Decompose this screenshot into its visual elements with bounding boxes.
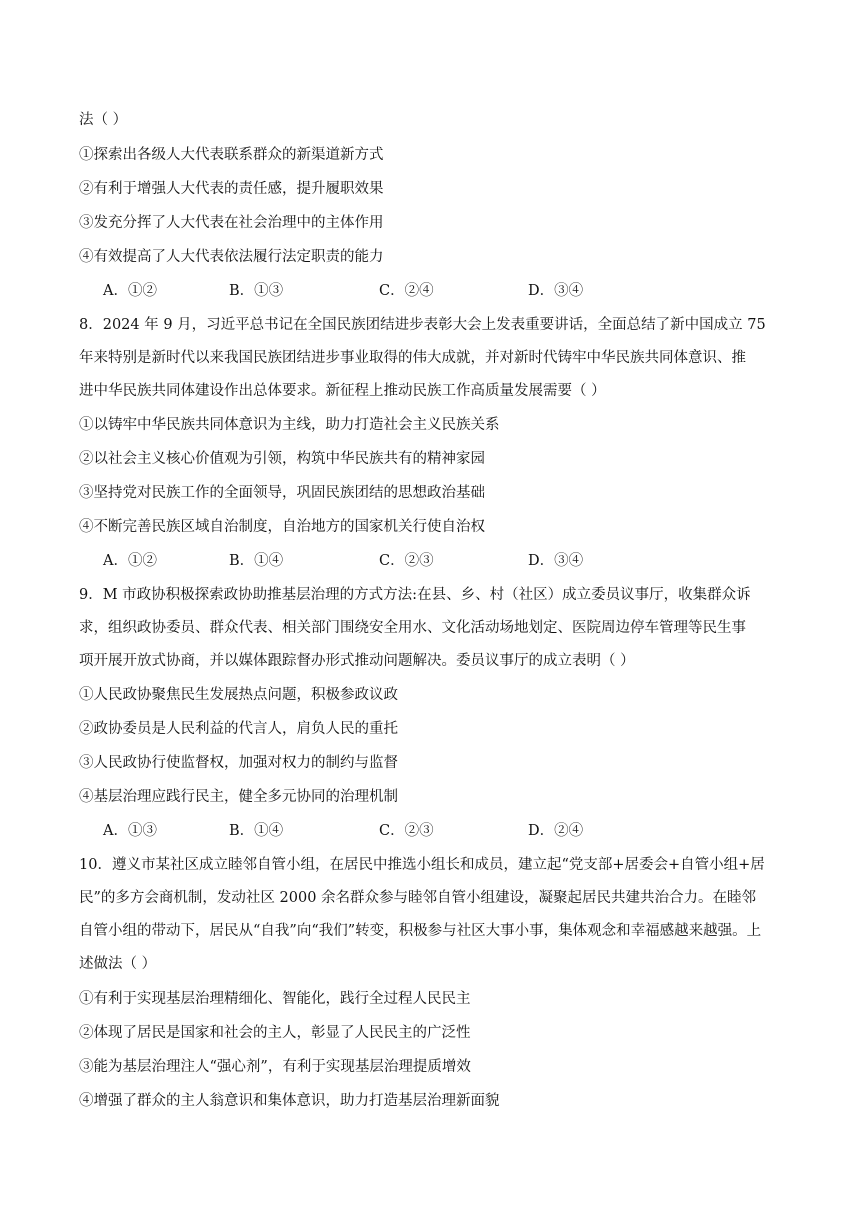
q9-option-b[interactable]: B．①④ <box>229 823 284 839</box>
q10-stem-line-1: 10．遵义市某社区成立睦邻自管小组，在居民中推选小组长和成员，建立起“党支部+居委会+自管小组+居 <box>79 857 765 873</box>
q9-item-2: ②政协委员是人民利益的代言人，肩负人民的重托 <box>79 721 398 737</box>
q8-item-1: ①以铸牢中华民族共同体意识为主线，助力打造社会主义民族关系 <box>79 417 500 433</box>
q9-option-a[interactable]: A．①③ <box>103 823 157 839</box>
q9-item-1: ①人民政协聚焦民生发展热点问题，积极参政议政 <box>79 687 398 703</box>
q8-options <box>103 551 783 571</box>
q7-stem-tail: 法（ ） <box>79 112 128 128</box>
q9-stem-line-2: 求，组织政协委员、群众代表、相关部门围绕安全用水、文化活动场地划定、医院周边停车管理等民生事 <box>79 620 746 636</box>
q8-option-d[interactable]: D．③④ <box>528 553 584 569</box>
q10-stem-line-4: 述做法（ ） <box>79 956 157 972</box>
q10-item-1: ①有利于实现基层治理精细化、智能化，践行全过程人民民主 <box>79 991 471 1007</box>
q8-stem-line-2: 年来特别是新时代以来我国民族团结进步事业取得的伟大成就，并对新时代铸牢中华民族共同体意识、推 <box>79 350 746 366</box>
q7-item-2: ②有利于增强人大代表的责任感，提升履职效果 <box>79 181 384 197</box>
q10-stem-line-2: 民”的多方会商机制，发动社区 2000 余名群众参与睦邻自管小组建设，凝聚起居民共建共治合力。在睦邻 <box>79 890 757 906</box>
q10-item-3: ③能为基层治理注人“强心剂”，有利于实现基层治理提质增效 <box>79 1059 471 1075</box>
q10-item-2: ②体现了居民是国家和社会的主人，彰显了人民民主的广泛性 <box>79 1025 471 1041</box>
q7-option-c[interactable]: C．②④ <box>379 283 434 299</box>
q8-stem-line-1: 8．2024 年 9 月，习近平总书记在全国民族团结进步表彰大会上发表重要讲话，全面总结了新中国成立 75 <box>79 317 766 333</box>
q10-stem-line-3: 自管小组的带动下，居民从“自我”向“我们”转变，积极参与社区大事小事，集体观念和幸福感越来越强。上 <box>79 923 762 939</box>
q9-option-d[interactable]: D．②④ <box>528 823 584 839</box>
q9-stem-line-3: 项开展开放式协商，并以媒体跟踪督办形式推动问题解决。委员议事厅的成立表明（ ） <box>79 653 635 669</box>
q10-item-4: ④增强了群众的主人翁意识和集体意识，助力打造基层治理新面貌 <box>79 1093 500 1109</box>
q7-option-b[interactable]: B．①③ <box>229 283 284 299</box>
q7-item-3: ③发充分挥了人大代表在社会治理中的主体作用 <box>79 215 384 231</box>
q8-option-b[interactable]: B．①④ <box>229 553 284 569</box>
q8-stem-line-3: 进中华民族共同体建设作出总体要求。新征程上推动民族工作高质量发展需要（ ） <box>79 383 606 399</box>
q7-item-4: ④有效提高了人大代表依法履行法定职责的能力 <box>79 249 384 265</box>
q9-item-3: ③人民政协行使监督权，加强对权力的制约与监督 <box>79 755 398 771</box>
q8-option-c[interactable]: C．②③ <box>379 553 434 569</box>
q9-option-c[interactable]: C．②③ <box>379 823 434 839</box>
q9-options <box>103 821 783 841</box>
q8-item-4: ④不断完善民族区域自治制度，自治地方的国家机关行使自治权 <box>79 519 485 535</box>
q7-option-a[interactable]: A．①② <box>103 283 157 299</box>
q7-options <box>103 281 783 301</box>
q9-item-4: ④基层治理应践行民主，健全多元协同的治理机制 <box>79 789 398 805</box>
q8-item-3: ③坚持党对民族工作的全面领导，巩固民族团结的思想政治基础 <box>79 485 485 501</box>
q9-stem-line-1: 9．M 市政协积极探索政协助推基层治理的方式方法:在县、乡、村（社区）成立委员议事厅，收集群众诉 <box>79 587 751 603</box>
q8-option-a[interactable]: A．①② <box>103 553 157 569</box>
q8-item-2: ②以社会主义核心价值观为引领，构筑中华民族共有的精神家园 <box>79 451 485 467</box>
q7-option-d[interactable]: D．③④ <box>528 283 584 299</box>
q7-item-1: ①探索出各级人大代表联系群众的新渠道新方式 <box>79 147 384 163</box>
